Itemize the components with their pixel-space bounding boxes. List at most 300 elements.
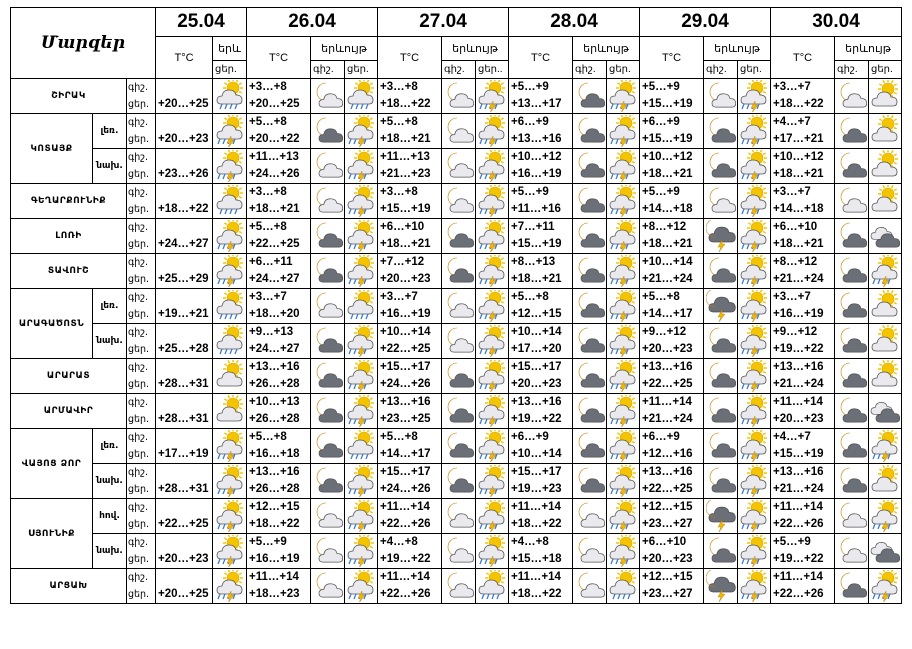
day-night-label: [127, 79, 156, 114]
region-row: [11, 499, 902, 534]
night-icon-cell: [442, 79, 476, 114]
night-temp: +11…+13: [249, 151, 299, 163]
subregion-name: նախ.: [93, 464, 127, 499]
day-label: ցեր.: [128, 484, 150, 495]
night-temp: +6…+9: [511, 431, 549, 443]
day-icon-cell: [738, 219, 771, 254]
temperature-cell: +19…+21: [156, 289, 213, 324]
sun-cloud-storm-icon: [213, 220, 246, 252]
night-temp: +11…+14: [511, 501, 561, 513]
night-label: գիշ.: [835, 61, 869, 79]
day-icon-cell: [476, 324, 509, 359]
night-icon-cell: [573, 184, 607, 219]
day-temp: +18…+21: [249, 203, 300, 215]
day-temp: +18…+21: [380, 238, 431, 250]
moon-cloud-dark-icon: [442, 255, 475, 287]
day-icon-cell: [345, 219, 378, 254]
day-icon-cell: [345, 394, 378, 429]
day-icon-cell: [869, 79, 902, 114]
sun-cloud-storm-icon: [738, 255, 770, 287]
temperature-cell: [771, 394, 835, 429]
night-icon-cell: [835, 359, 869, 394]
night-label: գիշ.: [128, 82, 149, 93]
sun-cloud-storm-icon: [345, 150, 377, 182]
sun-cloud-storm-icon: [607, 465, 639, 497]
day-temp: +12…+16: [642, 448, 693, 460]
day-temp: +16…+18: [249, 448, 300, 460]
day-icon-cell: [869, 359, 902, 394]
moon-cloud-dark-icon: [311, 465, 344, 497]
moon-cloud-dark-icon: [311, 395, 344, 427]
moon-cloud-dark-icon: [573, 395, 606, 427]
day-icon-cell: [476, 569, 509, 604]
temperature-cell: [771, 464, 835, 499]
day-temp: +20…+22: [249, 133, 300, 145]
sun-cloud-storm-icon: [476, 325, 508, 357]
sun-cloud-rain-icon: [213, 290, 246, 322]
day-temp: +22…+26: [773, 588, 824, 600]
forecast-table: [10, 7, 902, 604]
day-label: ցեր.: [128, 239, 150, 250]
day-icon-cell: [738, 569, 771, 604]
night-label: գիշ.: [128, 397, 149, 408]
night-icon-cell: [704, 499, 738, 534]
day-icon-cell: [869, 464, 902, 499]
day-temp: +18…+20: [249, 308, 300, 320]
day-temp: +22…+25: [249, 238, 300, 250]
day-label: ցեր.: [869, 61, 902, 79]
day-temp: +21…+24: [773, 378, 824, 390]
sun-cloud-storm-icon: [213, 535, 246, 567]
temperature-cell: [640, 569, 704, 604]
night-temp: +9…+12: [773, 326, 818, 338]
sun-cloud-storm-icon: [607, 150, 639, 182]
night-label: գիշ.: [128, 432, 149, 443]
night-icon-cell: [573, 149, 607, 184]
night-label: գիշ.: [128, 467, 149, 478]
night-icon-cell: [704, 394, 738, 429]
temperature-header: T°C: [640, 37, 704, 79]
moon-cloud-icon: [442, 150, 475, 182]
day-icon-cell: [738, 324, 771, 359]
date-header: 25.04: [156, 8, 247, 37]
sun-cloud-rain-icon: [213, 185, 246, 217]
day-icon-cell: [738, 79, 771, 114]
storm-cloud-icon: [704, 290, 737, 322]
day-temp: +16…+19: [249, 553, 300, 565]
day-icon-cell: [607, 219, 640, 254]
sun-cloud-storm-icon: [345, 395, 377, 427]
sun-cloud-storm-icon: [738, 535, 770, 567]
day-icon-cell: [476, 254, 509, 289]
weather-icon-cell: [213, 254, 247, 289]
temperature-cell: +20…+23: [156, 534, 213, 569]
moon-cloud-dark-icon: [573, 325, 606, 357]
night-icon-cell: [573, 394, 607, 429]
sun-cloud-storm-icon: [345, 535, 377, 567]
night-temp: +11…+14: [642, 396, 692, 408]
day-icon-cell: [738, 359, 771, 394]
night-temp: +6…+10: [773, 221, 818, 233]
moon-cloud-icon: [573, 500, 606, 532]
night-icon-cell: [835, 569, 869, 604]
day-temp: +20…+23: [642, 553, 693, 565]
night-temp: +6…+10: [380, 221, 425, 233]
sun-cloud-rain-icon: [345, 290, 377, 322]
night-temp: +3…+7: [773, 291, 811, 303]
night-icon-cell: [573, 429, 607, 464]
sun-cloud-icon: [869, 360, 901, 392]
temperature-cell: [640, 219, 704, 254]
day-temp: +22…+25: [642, 483, 693, 495]
day-night-label: [127, 254, 156, 289]
night-label: գիշ.: [128, 257, 149, 268]
sun-cloud-storm-icon: [607, 535, 639, 567]
day-night-label: [127, 394, 156, 429]
weather-icon-cell: [213, 219, 247, 254]
night-temp: +12…+15: [642, 501, 693, 513]
moon-cloud-icon: [311, 185, 344, 217]
temperature-cell: [247, 534, 311, 569]
day-temp: +14…+18: [642, 203, 693, 215]
night-temp: +9…+12: [642, 326, 687, 338]
moon-cloud-dark-icon: [835, 430, 868, 462]
sun-cloud-icon: [869, 290, 901, 322]
day-label: ցեր.: [738, 61, 771, 79]
day-temp: +23…+27: [642, 518, 693, 530]
night-icon-cell: [573, 464, 607, 499]
night-icon-cell: [442, 184, 476, 219]
temperature-cell: [378, 534, 442, 569]
moon-cloud-dark-icon: [573, 430, 606, 462]
region-row: [11, 464, 902, 499]
day-icon-cell: [345, 184, 378, 219]
day-temp: +15…+19: [773, 448, 824, 460]
subregion-name: հով.: [93, 499, 127, 534]
region-row: [11, 254, 902, 289]
phenomenon-header: երևույթ: [442, 37, 509, 61]
sun-cloud-storm-icon: [476, 290, 508, 322]
moon-cloud-dark-icon: [704, 395, 737, 427]
temperature-header: T°C: [247, 37, 311, 79]
night-icon-cell: [442, 429, 476, 464]
temperature-cell: [771, 569, 835, 604]
moon-cloud-icon: [442, 80, 475, 112]
day-icon-cell: [607, 394, 640, 429]
temperature-cell: [247, 394, 311, 429]
night-label: գիշ.: [128, 222, 149, 233]
night-icon-cell: [311, 394, 345, 429]
night-icon-cell: [573, 219, 607, 254]
night-label: գիշ.: [128, 117, 149, 128]
day-temp: +19…+22: [773, 553, 824, 565]
subregion-name: նախ.: [93, 534, 127, 569]
sun-cloud-storm-icon: [607, 220, 639, 252]
night-temp: +3…+8: [380, 81, 418, 93]
temperature-cell: [247, 569, 311, 604]
moon-cloud-dark-icon: [704, 325, 737, 357]
temperature-cell: [509, 219, 573, 254]
weather-icon-cell: [213, 464, 247, 499]
day-icon-cell: [345, 534, 378, 569]
night-temp: +15…+17: [380, 361, 431, 373]
day-temp: +26…+28: [249, 378, 300, 390]
temperature-cell: +20…+25: [156, 79, 213, 114]
day-night-label: [127, 289, 156, 324]
night-temp: +6…+11: [249, 256, 293, 268]
night-temp: +13…+16: [773, 466, 824, 478]
temperature-cell: [509, 149, 573, 184]
moon-cloud-dark-icon: [311, 220, 344, 252]
date-header: 27.04: [378, 8, 509, 37]
day-icon-cell: [738, 534, 771, 569]
day-icon-cell: [476, 464, 509, 499]
temperature-cell: [378, 324, 442, 359]
temperature-cell: [509, 79, 573, 114]
sun-cloud-storm-icon: [607, 430, 639, 462]
day-temp: +20…+23: [511, 378, 562, 390]
day-label: ցեր.: [128, 99, 150, 110]
weather-icon-cell: [213, 569, 247, 604]
temperature-cell: [771, 149, 835, 184]
day-icon-cell: [738, 149, 771, 184]
temperature-cell: [378, 359, 442, 394]
region-name: ԱՐՑԱԽ: [11, 569, 127, 604]
region-row: [11, 289, 902, 324]
night-temp: +5…+8: [249, 221, 287, 233]
day-label: ցեր.: [128, 589, 150, 600]
night-temp: +3…+8: [380, 186, 418, 198]
moon-cloud-dark-icon: [442, 465, 475, 497]
temperature-cell: [640, 324, 704, 359]
night-temp: +5…+8: [380, 431, 418, 443]
temperature-cell: [640, 114, 704, 149]
day-icon-cell: [476, 184, 509, 219]
day-temp: +18…+21: [773, 238, 824, 250]
day-icon-cell: [345, 569, 378, 604]
sun-cloud-storm-icon: [476, 115, 508, 147]
day-temp: +19…+23: [511, 483, 562, 495]
night-temp: +8…+13: [511, 256, 556, 268]
moon-cloud-icon: [311, 500, 344, 532]
day-night-label: [127, 184, 156, 219]
moon-cloud-icon: [311, 80, 344, 112]
sun-cloud-icon: [869, 115, 901, 147]
day-label: ցեր.: [128, 554, 150, 565]
storm-cloud-icon: [704, 220, 737, 252]
day-temp: +15…+19: [511, 238, 562, 250]
day-label: ցեր.: [128, 379, 150, 390]
sun-cloud-icon: [869, 80, 901, 112]
night-icon-cell: [311, 324, 345, 359]
day-temp: +15…+19: [642, 98, 693, 110]
temperature-cell: [247, 324, 311, 359]
weather-icon-cell: [213, 324, 247, 359]
day-label: ցեր.: [128, 344, 150, 355]
date-header: 29.04: [640, 8, 771, 37]
temperature-cell: [509, 429, 573, 464]
night-icon-cell: [835, 324, 869, 359]
region-name: ԼՈՌԻ: [11, 219, 127, 254]
day-icon-cell: [607, 289, 640, 324]
night-icon-cell: [573, 79, 607, 114]
night-temp: +10…+14: [511, 326, 562, 338]
date-header: 28.04: [509, 8, 640, 37]
day-icon-cell: [869, 394, 902, 429]
day-temp: +14…+17: [380, 448, 431, 460]
night-icon-cell: [311, 79, 345, 114]
night-icon-cell: [311, 254, 345, 289]
day-temp: +16…+19: [511, 168, 562, 180]
temperature-cell: [640, 359, 704, 394]
sun-cloud-storm-icon: [476, 465, 508, 497]
day-icon-cell: [476, 79, 509, 114]
moon-cloud-dark-icon: [835, 465, 868, 497]
sun-cloud-storm-icon: [738, 220, 770, 252]
day-temp: +18…+21: [380, 133, 431, 145]
day-temp: +19…+22: [511, 413, 562, 425]
moon-cloud-dark-icon: [835, 325, 868, 357]
night-temp: +15…+17: [380, 466, 431, 478]
temperature-cell: [509, 184, 573, 219]
sun-cloud-storm-icon: [345, 325, 377, 357]
day-night-label: [127, 499, 156, 534]
night-icon-cell: [442, 534, 476, 569]
temperature-cell: [509, 114, 573, 149]
subregion-name: նախ.: [93, 324, 127, 359]
sun-cloud-storm-icon: [476, 500, 508, 532]
day-night-label: [127, 359, 156, 394]
weather-icon-cell: [213, 79, 247, 114]
moon-cloud-icon: [442, 115, 475, 147]
temperature-cell: [771, 359, 835, 394]
moon-cloud-icon: [835, 500, 868, 532]
day-temp: +21…+24: [773, 483, 824, 495]
day-icon-cell: [345, 359, 378, 394]
sun-cloud-icon: [213, 360, 246, 392]
day-temp: +24…+26: [380, 483, 431, 495]
night-label: գիշ.: [128, 292, 149, 303]
night-icon-cell: [311, 534, 345, 569]
night-temp: +9…+13: [249, 326, 294, 338]
night-label: գիշ.: [128, 327, 149, 338]
night-icon-cell: [704, 569, 738, 604]
day-icon-cell: [476, 394, 509, 429]
day-label: ցեր.: [128, 449, 150, 460]
night-icon-cell: [442, 254, 476, 289]
night-icon-cell: [311, 464, 345, 499]
sun-cloud-storm-icon: [476, 255, 508, 287]
sun-cloud-storm-icon: [607, 325, 639, 357]
temperature-header: T°C: [771, 37, 835, 79]
sun-cloud-storm-icon: [213, 570, 246, 602]
night-icon-cell: [835, 499, 869, 534]
day-temp: +26…+28: [249, 483, 300, 495]
weather-icon-cell: [213, 429, 247, 464]
night-temp: +3…+8: [249, 186, 287, 198]
weather-icon-cell: [213, 359, 247, 394]
temperature-cell: [640, 499, 704, 534]
weather-icon-cell: [213, 534, 247, 569]
temperature-cell: [378, 289, 442, 324]
day-label: ցեր.: [128, 134, 150, 145]
night-temp: +6…+9: [511, 116, 549, 128]
day-temp: +15…+18: [511, 553, 562, 565]
region-row: [11, 534, 902, 569]
region-name: ԱՐՄԱՎԻՐ: [11, 394, 127, 429]
night-icon-cell: [835, 149, 869, 184]
day-temp: +16…+19: [773, 308, 824, 320]
moon-cloud-dark-icon: [835, 115, 868, 147]
night-icon-cell: [442, 149, 476, 184]
moon-cloud-dark-icon: [835, 255, 868, 287]
sun-cloud-storm-icon: [345, 115, 377, 147]
day-temp: +14…+18: [773, 203, 824, 215]
day-temp: +20…+23: [642, 343, 693, 355]
night-temp: +7…+12: [380, 256, 425, 268]
temperature-cell: [509, 464, 573, 499]
night-temp: +13…+16: [249, 466, 300, 478]
sun-cloud-storm-icon: [738, 570, 770, 602]
temperature-cell: [247, 184, 311, 219]
night-temp: +3…+7: [380, 291, 418, 303]
moon-cloud-dark-icon: [573, 465, 606, 497]
day-temp: +23…+27: [642, 588, 693, 600]
night-temp: +11…+14: [773, 396, 823, 408]
cloud-dark-icon: [869, 395, 901, 427]
day-icon-cell: [869, 499, 902, 534]
moon-cloud-icon: [442, 325, 475, 357]
moon-cloud-dark-icon: [704, 535, 737, 567]
sun-cloud-storm-icon: [738, 185, 770, 217]
day-temp: +20…+25: [249, 98, 300, 110]
temperature-cell: [771, 534, 835, 569]
night-temp: +10…+12: [773, 151, 824, 163]
moon-cloud-dark-icon: [311, 360, 344, 392]
region-name: ԿՈՏԱՅՔ: [11, 114, 93, 184]
sun-cloud-storm-icon: [476, 395, 508, 427]
night-temp: +15…+17: [511, 466, 562, 478]
sun-cloud-rain-icon: [213, 325, 246, 357]
temperature-cell: +20…+25: [156, 569, 213, 604]
sun-cloud-storm-icon: [738, 430, 770, 462]
night-icon-cell: [573, 324, 607, 359]
moon-cloud-dark-icon: [704, 255, 737, 287]
temperature-cell: [640, 149, 704, 184]
day-icon-cell: [345, 149, 378, 184]
temperature-cell: [509, 499, 573, 534]
sun-cloud-storm-icon: [738, 465, 770, 497]
night-temp: +5…+9: [249, 536, 287, 548]
sun-cloud-storm-icon: [345, 360, 377, 392]
region-name: ՎԱՅՈՑ ՁՈՐ: [11, 429, 93, 499]
day-temp: +16…+19: [380, 308, 431, 320]
night-temp: +3…+8: [249, 81, 287, 93]
day-label: ցեր.: [128, 309, 150, 320]
day-temp: +18…+21: [773, 168, 824, 180]
night-icon-cell: [442, 499, 476, 534]
moon-cloud-dark-icon: [704, 430, 737, 462]
temperature-cell: [640, 534, 704, 569]
day-icon-cell: [869, 534, 902, 569]
temperature-cell: [509, 289, 573, 324]
night-temp: +5…+8: [249, 116, 287, 128]
temperature-cell: [378, 499, 442, 534]
night-temp: +7…+11: [511, 221, 555, 233]
day-icon-cell: [607, 149, 640, 184]
sun-cloud-storm-icon: [345, 570, 377, 602]
moon-cloud-dark-icon: [704, 465, 737, 497]
